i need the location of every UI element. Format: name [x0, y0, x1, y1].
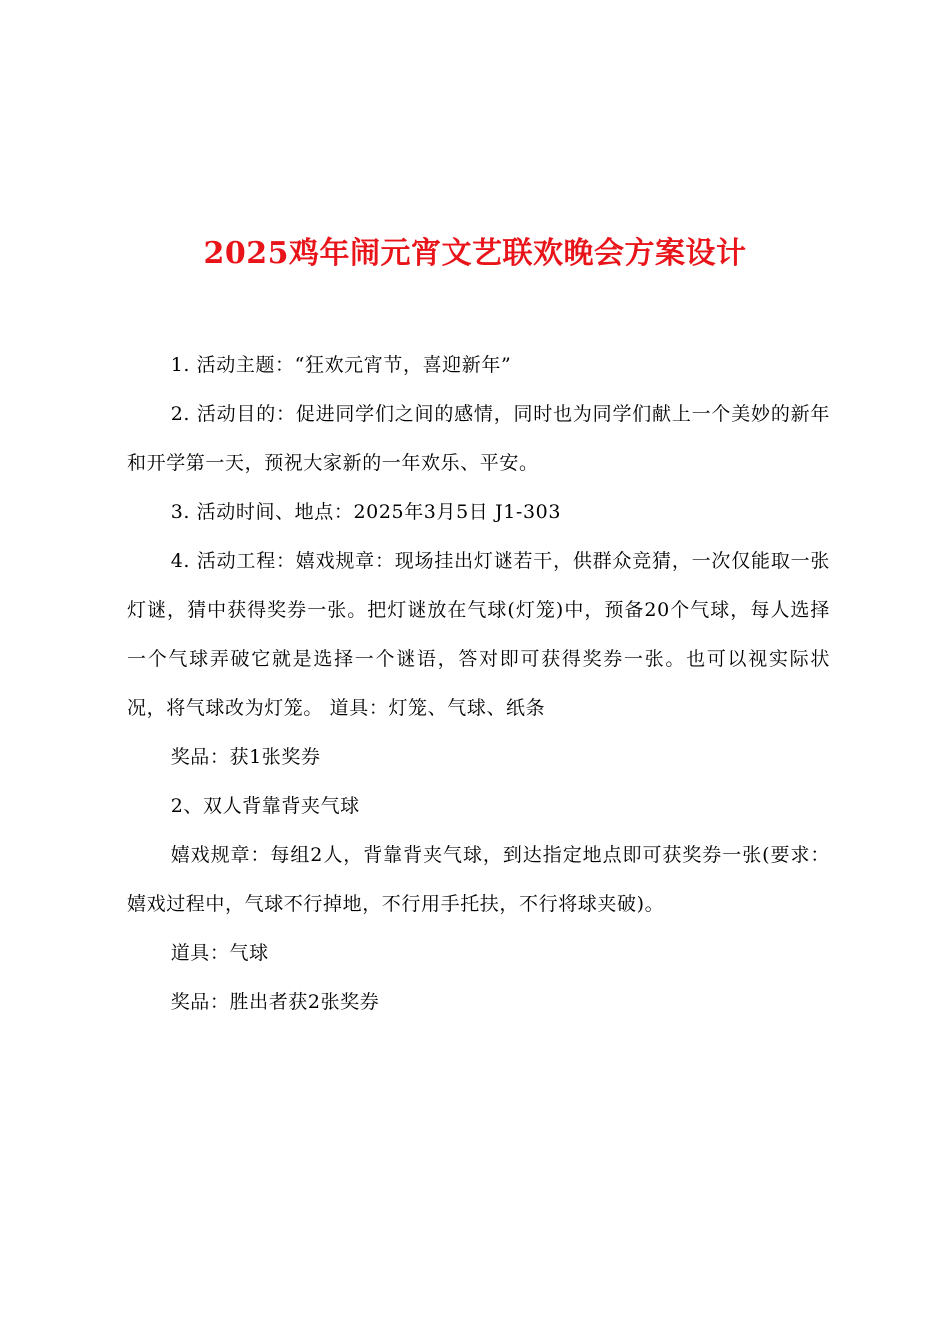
paragraph-time-location: 3. 活动时间、地点：2025年3月5日 J1-303: [170, 501, 562, 523]
paragraph-game-2-props: 道具：气球: [170, 942, 269, 964]
paragraph-game-2-heading: 2、双人背靠背夹气球: [170, 795, 360, 817]
paragraph-activity-theme: 1. 活动主题：“狂欢元宵节，喜迎新年”: [170, 354, 512, 376]
paragraph-game-2-rules: 嬉戏规章：每组2人，背靠背夹气球，到达指定地点即可获奖券一张(要求：嬉戏过程中，气球不行掉地，不行用手托扶，不行将球夹破)。: [127, 844, 830, 915]
paragraph-activity-items: 4. 活动工程：嬉戏规章：现场挂出灯谜若干，供群众竞猜，一次仅能取一张灯谜，猜中获得奖券一张。把灯谜放在气球(灯笼)中，预备20个气球，每人选择一个气球弄破它就是选择一个谜语，答对即可获得奖券一张。也可以视实际状况，将气球改为灯笼。 道具：灯笼、气球、纸条: [127, 550, 830, 719]
document-title: 2025鸡年闹元宵文艺联欢晚会方案设计: [203, 236, 747, 272]
document-body: [127, 341, 830, 1027]
paragraph-activity-purpose: 2. 活动目的：促进同学们之间的感情，同时也为同学们献上一个美妙的新年和开学第一天，预祝大家新的一年欢乐、平安。: [127, 403, 830, 474]
paragraph-prize-1: 奖品：获1张奖券: [170, 746, 321, 768]
paragraph-game-2-prize: 奖品：胜出者获2张奖券: [170, 991, 380, 1013]
